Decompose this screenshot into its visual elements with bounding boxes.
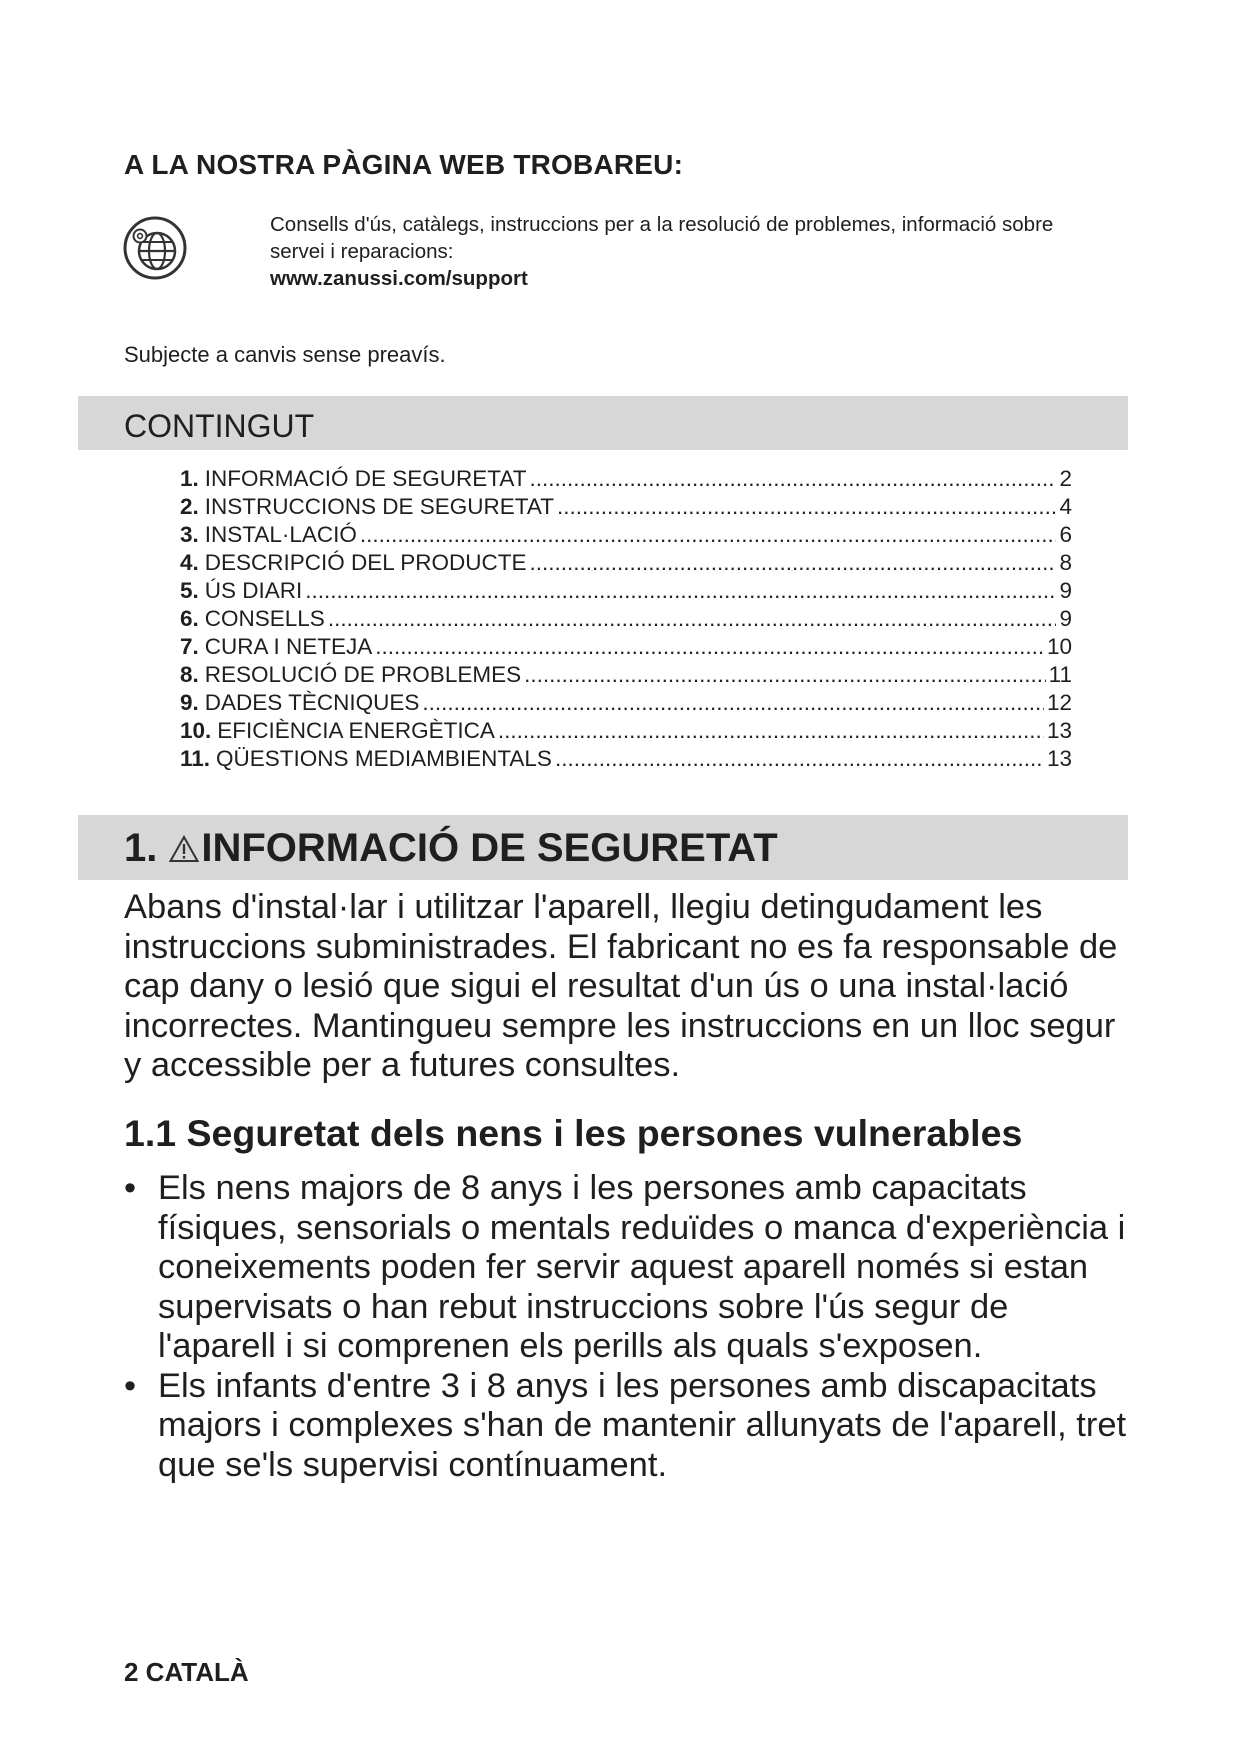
toc-page: 4	[1059, 494, 1072, 519]
toc-number: 10.	[180, 718, 212, 743]
toc-item[interactable]	[180, 493, 1072, 521]
toc-item[interactable]	[180, 577, 1072, 605]
toc-item[interactable]	[180, 605, 1072, 633]
toc-number: 6.	[180, 606, 199, 631]
toc-number: 5.	[180, 578, 199, 603]
bullet-icon: •	[124, 1366, 137, 1405]
toc-number: 9.	[180, 690, 199, 715]
toc-number: 8.	[180, 662, 199, 687]
toc-number: 7.	[180, 634, 199, 659]
toc-item[interactable]	[180, 465, 1072, 493]
warning-triangle-icon	[169, 835, 199, 863]
toc-leader	[422, 689, 1044, 717]
bullet-list	[124, 1169, 1134, 1485]
bullet-item	[124, 1367, 1134, 1486]
bullet-text: Els infants d'entre 3 i 8 anys i les persones amb discapacitats majors i complexes s'han de mantenir allunyats de l'aparell, tret que se'ls supervisi contínuament.	[158, 1366, 1127, 1484]
toc-page: 9	[1059, 578, 1072, 603]
toc-leader	[529, 549, 1056, 577]
toc-page: 12	[1046, 690, 1072, 715]
change-notice: Subjecte a canvis sense preavís.	[124, 342, 446, 367]
toc-page: 13	[1046, 718, 1072, 743]
toc-page: 8	[1059, 550, 1072, 575]
toc-label: ÚS DIARI	[204, 578, 303, 603]
toc-leader	[529, 465, 1056, 493]
toc-page: 2	[1059, 466, 1072, 491]
contents-title: CONTINGUT	[124, 408, 315, 444]
section-title-text: INFORMACIÓ DE SEGURETAT	[201, 826, 778, 870]
toc-page: 10	[1046, 634, 1072, 659]
toc-label: INSTAL·LACIÓ	[204, 522, 357, 547]
toc-number: 11.	[180, 746, 211, 771]
section-title	[124, 826, 778, 871]
support-url-link[interactable]: www.zanussi.com/support	[270, 267, 528, 290]
page-footer: 2 CATALÀ	[124, 1657, 249, 1687]
toc-label: EFICIÈNCIA ENERGÈTICA	[217, 718, 495, 743]
support-info	[270, 211, 1100, 292]
toc-item[interactable]	[180, 521, 1072, 549]
toc-number: 2.	[180, 494, 199, 519]
toc-item[interactable]	[180, 661, 1072, 689]
bullet-icon: •	[124, 1169, 137, 1207]
toc-leader	[524, 661, 1046, 689]
toc-page: 13	[1046, 746, 1072, 771]
toc-label: RESOLUCIÓ DE PROBLEMES	[204, 662, 522, 687]
website-heading: A LA NOSTRA PÀGINA WEB TROBAREU:	[124, 149, 684, 180]
toc-label: DESCRIPCIÓ DEL PRODUCTE	[204, 550, 527, 575]
toc-page: 6	[1059, 522, 1072, 547]
toc-item[interactable]	[180, 717, 1072, 745]
toc-leader	[360, 521, 1057, 549]
section-intro: Abans d'instal·lar i utilitzar l'aparell, llegiu detingudament les instruccions subministrades. El fabricant no es fa responsable de cap dany o lesió que sigui el resultat d'un ús o una instal·lació incorrectes. Mantingueu sempre les instruccions en un lloc segur y accessible per a futures consultes.	[124, 888, 1118, 1084]
toc-label: CONSELLS	[204, 606, 325, 631]
toc-number: 1.	[180, 466, 199, 491]
toc-leader	[557, 493, 1057, 521]
toc-number: 3.	[180, 522, 199, 547]
toc-label: QÜESTIONS MEDIAMBIENTALS	[216, 746, 552, 771]
toc-leader	[328, 605, 1057, 633]
globe-web-icon	[122, 215, 188, 281]
section-number: 1.	[124, 826, 158, 870]
toc-number: 4.	[180, 550, 199, 575]
toc-item[interactable]	[180, 549, 1072, 577]
subsection-title: 1.1 Seguretat dels nens i les persones vulnerables	[124, 1112, 1023, 1154]
toc-leader	[305, 577, 1056, 605]
toc-leader	[498, 717, 1044, 745]
table-of-contents	[180, 465, 1072, 773]
toc-label: CURA I NETEJA	[204, 634, 373, 659]
toc-item[interactable]	[180, 689, 1072, 717]
support-description: Consells d'ús, catàlegs, instruccions per a la resolució de problemes, informació sobre servei i reparacions:	[270, 213, 1054, 263]
toc-label: DADES TÈCNIQUES	[204, 690, 420, 715]
toc-page: 11	[1048, 662, 1072, 687]
bullet-text: Els nens majors de 8 anys i les persones amb capacitats físiques, sensorials o mentals reduïdes o manca d'experiència i coneixements poden fer servir aquest aparell només si estan supervisats o han rebut instruccions sobre l'ús segur de l'aparell i si comprenen els perills als quals s'exposen.	[158, 1169, 1126, 1365]
toc-label: INSTRUCCIONS DE SEGURETAT	[204, 494, 554, 519]
bullet-item	[124, 1169, 1134, 1367]
toc-page: 9	[1059, 606, 1072, 631]
toc-leader	[375, 633, 1044, 661]
toc-item[interactable]	[180, 633, 1072, 661]
toc-leader	[555, 745, 1044, 773]
toc-label: INFORMACIÓ DE SEGURETAT	[204, 466, 527, 491]
toc-item[interactable]	[180, 745, 1072, 773]
